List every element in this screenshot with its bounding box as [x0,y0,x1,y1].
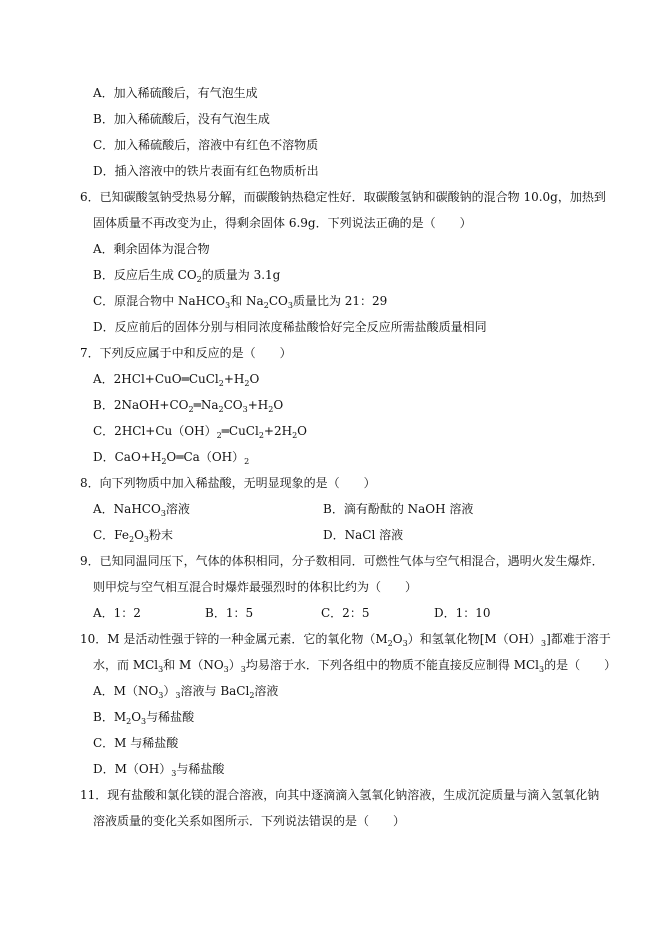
q11-stem-line2: 溶液质量的变化关系如图所示．下列说法错误的是（ ） [93,814,406,828]
q7-option-d: D．$CaO+H_2O═Ca(OH)_2$ [93,450,250,466]
q8-option-d: D．NaCl 溶液 [323,528,404,542]
q8-stem: 8．向下列物质中加入稀盐酸，无明显现象的是（ ） [80,476,376,490]
q5-option-d: D．插入溶液中的铁片表面有红色物质析出 [93,164,319,178]
q9-stem-line2: 则甲烷与空气相互混合时爆炸最强烈时的体积比约为（ ） [93,580,418,594]
q6-stem-line2: 固体质量不再改变为止，得剩余固体 6.9g．下列说法正确的是（ ） [93,216,472,230]
q6-option-b: B．反应后生成 $CO_2$的质量为 3.1g [93,268,281,284]
q10-option-b: B．$M_2O_3$与稀盐酸 [93,710,195,726]
q7-option-c: C．$2HCl+Cu(OH)_2═CuCl_2+2H_2O$ [93,424,308,440]
q8-option-a: A．NaHCO$_3$溶液 [93,502,190,518]
q9-option-c: C．2：5 [321,606,370,620]
q10-option-c: C．M 与稀盐酸 [93,736,179,750]
q6-stem-line1: 6．已知碳酸氢钠受热易分解，而碳酸钠热稳定性好．取碳酸氢钠和碳酸钠的混合物 10.0g，加热到 [80,190,606,204]
q9-stem-line1: 9．已知同温同压下，气体的体积相同，分子数相同．可燃性气体与空气相混合，遇明火发生爆炸． [80,554,604,568]
q5-option-b: B．加入稀硫酸后，没有气泡生成 [93,112,270,126]
q9-option-a: A．1：2 [93,606,141,620]
q9-option-b: B．1：5 [205,606,254,620]
q7-option-b: B．$2NaOH+CO_2═Na_2CO_3+H_2O$ [93,398,284,414]
q5-option-a: A．加入稀硫酸后，有气泡生成 [93,86,258,100]
q5-option-c: C．加入稀硫酸后，溶液中有红色不溶物质 [93,138,319,152]
q6-option-c: C．原混合物中 NaHCO$_3$和 $Na_2CO_3$质量比为 21：29 [93,294,388,310]
q10-stem-line2: 水，而 MCl$_3$和 $M(NO_3)_3$均易溶于水．下列各组中的物质不能直接反应制得 MCl$_3$的是（ ） [93,658,617,674]
q9-option-d: D．1：10 [434,606,491,620]
q10-option-d: D．$M(OH)_3$与稀盐酸 [93,762,225,778]
q8-option-c: C．$Fe_2O_3$粉末 [93,528,174,544]
q6-option-a: A．剩余固体为混合物 [93,242,210,256]
q7-stem: 7．下列反应属于中和反应的是（ ） [80,346,292,360]
q10-stem-line1: 10．M 是活动性强于锌的一种金属元素．它的氧化物$(M_2O_3)$和氢氧化物$[M(OH)_3]$都难于溶于 [80,632,611,648]
q10-option-a: A．$M(NO_3)_3$溶液与 BaCl$_2$溶液 [93,684,279,700]
q7-option-a: A．$2HCl+CuO═CuCl_2+H_2O$ [93,372,260,388]
q6-option-d: D．反应前后的固体分别与相同浓度稀盐酸恰好完全反应所需盐酸质量相同 [93,320,487,334]
q8-option-b: B．滴有酚酞的 NaOH 溶液 [323,502,474,516]
q11-stem-line1: 11．现有盐酸和氯化镁的混合溶液，向其中逐滴滴入氢氧化钠溶液，生成沉淀质量与滴入氢氧化钠 [80,788,600,802]
